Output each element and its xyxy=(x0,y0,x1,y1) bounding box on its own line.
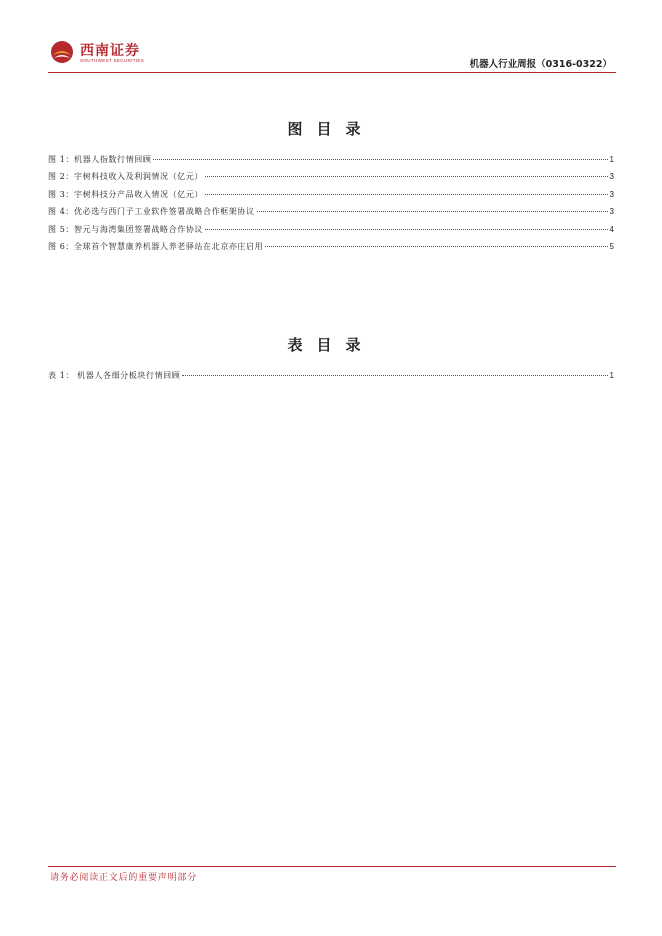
logo-chinese-name: 西南证券 xyxy=(80,43,140,59)
figure-toc-entry[interactable] xyxy=(48,206,614,223)
toc-page-number: 3 xyxy=(609,207,614,217)
logo-emblem-icon xyxy=(50,40,74,64)
toc-leader-dots xyxy=(257,211,608,212)
toc-entry-label: 图 3：宇树科技分产品收入情况（亿元） xyxy=(48,189,204,199)
toc-entry-label: 图 6：全球首个智慧康养机器人养老驿站在北京亦庄启用 xyxy=(48,241,264,251)
toc-page-number: 3 xyxy=(609,172,614,182)
tables-toc-list xyxy=(48,370,614,387)
toc-leader-dots xyxy=(205,176,608,177)
footer-disclaimer: 请务必阅读正文后的重要声明部分 xyxy=(50,873,198,883)
toc-leader-dots xyxy=(153,159,607,160)
tables-toc-title: 表目录 xyxy=(287,336,375,354)
toc-entry-label: 图 5：智元与海湾集团签署战略合作协议 xyxy=(48,224,204,234)
toc-page-number: 5 xyxy=(609,241,614,251)
table-toc-entry[interactable] xyxy=(48,370,614,387)
figure-toc-entry[interactable] xyxy=(48,224,614,241)
toc-page-number: 1 xyxy=(609,155,614,164)
toc-page-number: 4 xyxy=(609,224,614,234)
report-title: 机器人行业周报（0316-0322） xyxy=(469,59,612,70)
figures-toc-title: 图目录 xyxy=(287,120,375,138)
toc-leader-dots xyxy=(205,194,608,195)
toc-page-number: 1 xyxy=(609,371,614,380)
figure-toc-entry[interactable] xyxy=(48,241,614,258)
header-divider xyxy=(48,72,616,73)
toc-leader-dots xyxy=(205,229,608,230)
page-header xyxy=(48,38,616,74)
toc-entry-label: 表 1： 机器人各细分板块行情回顾 xyxy=(48,371,181,380)
company-logo xyxy=(50,38,160,70)
figures-toc-list xyxy=(48,154,614,258)
toc-entry-label: 图 4：优必选与西门子工业软件签署战略合作框架协议 xyxy=(48,207,255,217)
figure-toc-entry[interactable] xyxy=(48,171,614,188)
footer-divider xyxy=(48,866,616,867)
toc-entry-label: 图 2：宇树科技收入及利润情况（亿元） xyxy=(48,172,204,182)
figure-toc-entry[interactable] xyxy=(48,189,614,206)
toc-page-number: 3 xyxy=(609,189,614,199)
toc-leader-dots xyxy=(182,375,607,376)
figure-toc-entry[interactable] xyxy=(48,154,614,171)
toc-leader-dots xyxy=(265,246,607,247)
logo-english-name: SOUTHWEST SECURITIES xyxy=(80,58,145,63)
toc-entry-label: 图 1：机器人指数行情回顾 xyxy=(48,155,152,164)
